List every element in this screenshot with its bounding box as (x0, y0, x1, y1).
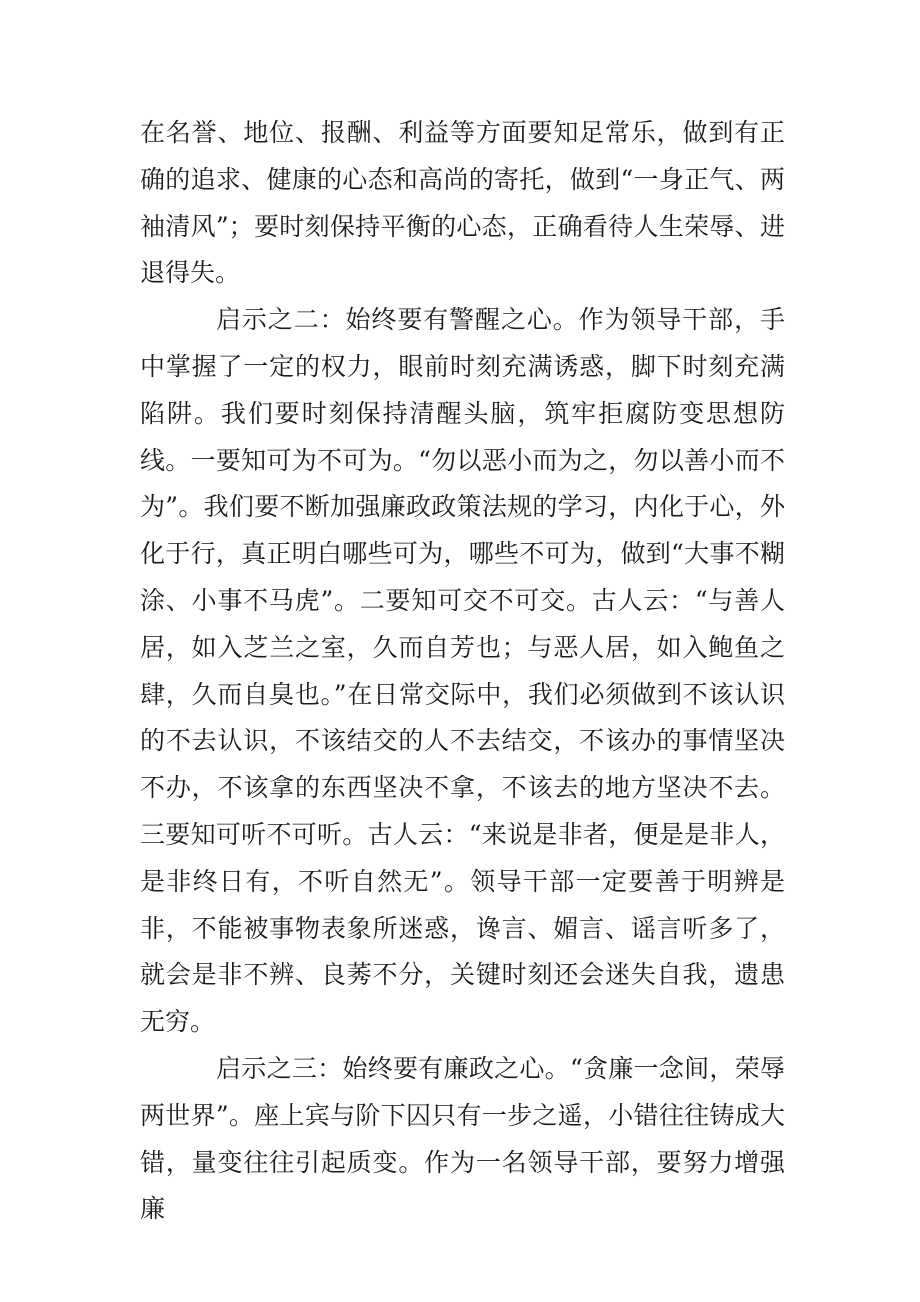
paragraph-revelation-two: 启示之二：始终要有警醒之心。作为领导干部，手中掌握了一定的权力，眼前时刻充满诱惑，脚下时刻充满陷阱。我们要时刻保持清醒头脑，筑牢拒腐防变思想防线。一要知可为不可为。“勿以恶小而为之，勿以善小而不为”。我们要不断加强廉政政策法规的学习，内化于心，外化于行，真正明白哪些可为，哪些不可为，做到“大事不糊涂、小事不马虎”。二要知可交不可交。古人云：“与善人居，如入芝兰之室，久而自芳也；与恶人居，如入鲍鱼之肆，久而自臭也。”在日常交际中，我们必须做到不该认识的不去认识，不该结交的人不去结交，不该办的事情坚决不办，不该拿的东西坚决不拿，不该去的地方坚决不去。三要知可听不可听。古人云：“来说是非者，便是是非人，是非终日有，不听自然无”。领导干部一定要善于明辨是非，不能被事物表象所迷惑，谗言、媚言、谣言听多了，就会是非不辨、良莠不分，关键时刻还会迷失自我，遗患无穷。 (140, 305, 785, 1037)
paragraph-continuation: 在名誉、地位、报酬、利益等方面要知足常乐，做到有正确的追求、健康的心态和高尚的寄托，做到“一身正气、两袖清风”；要时刻保持平衡的心态，正确看待人生荣辱、进退得失。 (140, 118, 785, 288)
paragraph-revelation-three: 启示之三：始终要有廉政之心。“贪廉一念间，荣辱两世界”。座上宾与阶下囚只有一步之遥，小错往往铸成大错，量变往往引起质变。作为一名领导干部，要努力增强廉 (140, 1053, 785, 1224)
document-body (140, 110, 785, 1233)
